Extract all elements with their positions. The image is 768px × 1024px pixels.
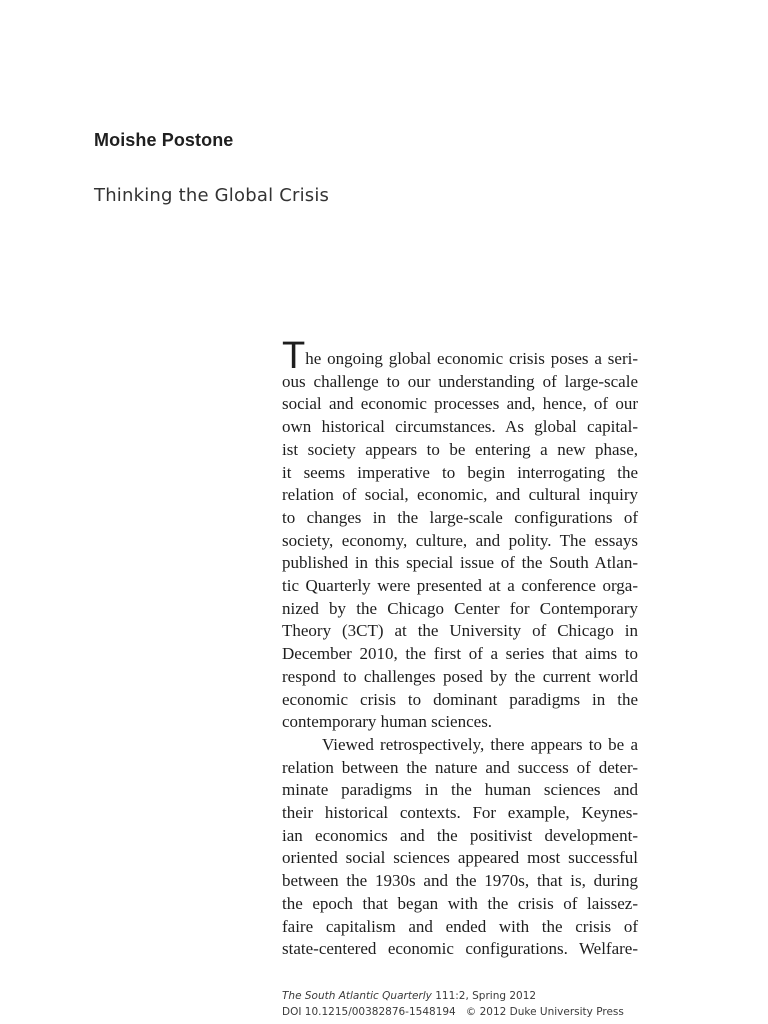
body-line: tic Quarterly were presented at a conference orga-: [282, 576, 638, 596]
doi: DOI 10.1215/00382876-1548194: [282, 1006, 456, 1018]
journal-name: The South Atlantic Quarterly: [282, 990, 432, 1002]
body-line: minate paradigms in the human sciences and: [282, 780, 638, 800]
body-line: ist society appears to be entering a new phase,: [282, 439, 638, 459]
body-line: social and economic processes and, hence, of our: [282, 394, 638, 414]
drop-cap: T: [282, 335, 306, 377]
body-line: the epoch that began with the crisis of laissez-: [282, 893, 638, 913]
body-line: it seems imperative to begin interrogating the: [282, 462, 638, 482]
body-line: between the 1930s and the 1970s, that is, during: [282, 871, 638, 891]
doi-line: [282, 1004, 624, 1020]
body-line: faire capitalism and ended with the crisis of: [282, 916, 638, 936]
author-name: Moishe Postone: [94, 130, 234, 150]
body-line: relation of social, economic, and cultural inquiry: [282, 485, 638, 505]
body-line: ian economics and the positivist development-: [282, 825, 638, 845]
body-line: relation between the nature and success of deter-: [282, 757, 638, 777]
copyright: © 2012 Duke University Press: [465, 1006, 624, 1018]
article-body: [282, 335, 638, 961]
body-line: oriented social sciences appeared most successful: [282, 848, 638, 868]
body-line: respond to challenges posed by the current world: [282, 666, 638, 686]
body-line: Viewed retrospectively, there appears to be a: [322, 734, 638, 754]
page-footer: [282, 988, 624, 1020]
body-line: to changes in the large-scale configurations of: [282, 507, 638, 527]
body-line: their historical contexts. For example, Keynes-: [282, 803, 638, 823]
body-line: state-centered economic configurations. Welfare-: [282, 939, 638, 959]
body-line: society, economy, culture, and polity. The essays: [282, 530, 638, 550]
body-line: own historical circumstances. As global capital-: [282, 417, 638, 437]
journal-issue: 111:2, Spring 2012: [431, 990, 537, 1002]
body-line: Theory (3CT) at the University of Chicago in: [282, 621, 638, 641]
body-line: economic crisis to dominant paradigms in the: [282, 689, 638, 709]
body-line: nized by the Chicago Center for Contemporary: [282, 598, 638, 618]
body-line: December 2010, the first of a series that aims to: [282, 644, 638, 664]
body-line-0: The ongoing global economic crisis poses a seri-: [282, 335, 638, 377]
body-line: published in this special issue of the South Atlan-: [282, 553, 638, 573]
body-line: ous challenge to our understanding of large-scale: [282, 371, 638, 391]
body-line: contemporary human sciences.: [282, 712, 493, 732]
journal-citation: [282, 988, 624, 1004]
article-title: Thinking the Global Crisis: [94, 185, 330, 206]
